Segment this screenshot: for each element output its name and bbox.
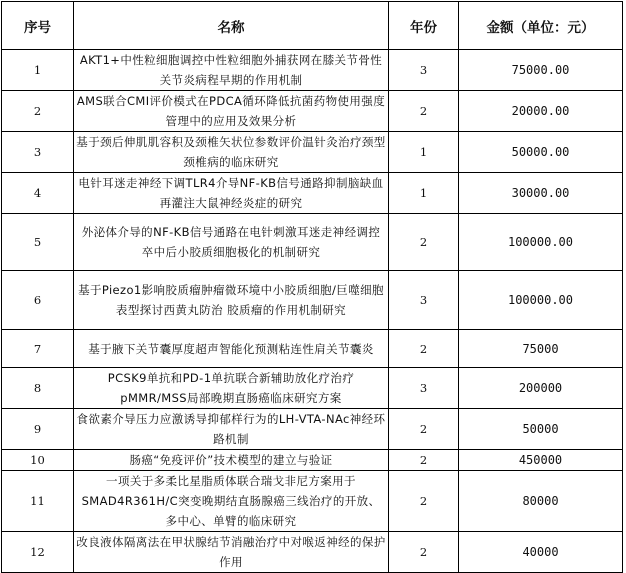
table-row xyxy=(2,471,623,532)
cell-amount: 450000 xyxy=(459,450,623,471)
cell-year: 2 xyxy=(389,91,459,132)
table-row xyxy=(2,532,623,573)
header-name: 名称 xyxy=(74,2,389,50)
cell-year: 3 xyxy=(389,271,459,330)
cell-amount: 50000 xyxy=(459,409,623,450)
cell-no: 10 xyxy=(2,450,74,471)
cell-year: 2 xyxy=(389,450,459,471)
cell-name: PCSK9单抗和PD-1单抗联合新辅助放化疗治疗pMMR/MSS局部晚期直肠癌临床研究方案 xyxy=(74,368,389,409)
cell-amount: 40000 xyxy=(459,532,623,573)
cell-name: 电针耳迷走神经下调TLR4介导NF-KB信号通路抑制脑缺血再灌注大鼠神经炎症的研究 xyxy=(74,173,389,214)
table-row xyxy=(2,368,623,409)
cell-amount: 50000.00 xyxy=(459,132,623,173)
cell-amount: 30000.00 xyxy=(459,173,623,214)
cell-year: 2 xyxy=(389,214,459,271)
cell-no: 12 xyxy=(2,532,74,573)
cell-no: 5 xyxy=(2,214,74,271)
header-row xyxy=(2,2,623,50)
cell-name: 一项关于多柔比星脂质体联合瑞戈非尼方案用于SMAD4R361H/C突变晚期结直肠腺癌三线治疗的开放、多中心、单臂的临床研究 xyxy=(74,471,389,532)
table-row xyxy=(2,91,623,132)
cell-name: AKT1+中性粒细胞调控中性粒细胞外捕获网在膝关节骨性关节炎病程早期的作用机制 xyxy=(74,50,389,91)
cell-no: 2 xyxy=(2,91,74,132)
cell-amount: 80000 xyxy=(459,471,623,532)
cell-amount: 75000.00 xyxy=(459,50,623,91)
cell-year: 3 xyxy=(389,368,459,409)
cell-year: 2 xyxy=(389,471,459,532)
cell-year: 2 xyxy=(389,330,459,368)
cell-name: 基于颈后伸肌肌容积及颈椎矢状位参数评价温针灸治疗颈型颈椎病的临床研究 xyxy=(74,132,389,173)
cell-amount: 100000.00 xyxy=(459,271,623,330)
cell-year: 1 xyxy=(389,132,459,173)
cell-year: 2 xyxy=(389,409,459,450)
header-amount: 金额（单位：元） xyxy=(459,2,623,50)
cell-year: 1 xyxy=(389,173,459,214)
cell-year: 2 xyxy=(389,532,459,573)
header-no: 序号 xyxy=(2,2,74,50)
cell-amount: 100000.00 xyxy=(459,214,623,271)
cell-amount: 20000.00 xyxy=(459,91,623,132)
table-row xyxy=(2,450,623,471)
cell-no: 8 xyxy=(2,368,74,409)
cell-amount: 75000 xyxy=(459,330,623,368)
cell-no: 9 xyxy=(2,409,74,450)
cell-no: 3 xyxy=(2,132,74,173)
table-row xyxy=(2,50,623,91)
cell-no: 11 xyxy=(2,471,74,532)
cell-name: AMS联合CMI评价模式在PDCA循环降低抗菌药物使用强度管理中的应用及效果分析 xyxy=(74,91,389,132)
cell-name: 基于Piezo1影响胶质瘤肿瘤微环境中小胶质细胞/巨噬细胞表型探讨西黄丸防治 胶质瘤的作用机制研究 xyxy=(74,271,389,330)
cell-name: 食欲素介导压力应激诱导抑郁样行为的LH-VTA-NAc神经环路机制 xyxy=(74,409,389,450)
cell-no: 4 xyxy=(2,173,74,214)
table-row xyxy=(2,330,623,368)
cell-name: 肠癌“免疫评价”技术模型的建立与验证 xyxy=(74,450,389,471)
table-row xyxy=(2,409,623,450)
cell-no: 1 xyxy=(2,50,74,91)
cell-name: 外泌体介导的NF-KB信号通路在电针刺激耳迷走神经调控卒中后小胶质细胞极化的机制研究 xyxy=(74,214,389,271)
header-year: 年份 xyxy=(389,2,459,50)
table-row xyxy=(2,271,623,330)
cell-no: 6 xyxy=(2,271,74,330)
funding-table xyxy=(1,1,623,573)
cell-no: 7 xyxy=(2,330,74,368)
table-row xyxy=(2,214,623,271)
cell-name: 基于腋下关节囊厚度超声智能化预测粘连性肩关节囊炎 xyxy=(74,330,389,368)
cell-year: 3 xyxy=(389,50,459,91)
cell-amount: 200000 xyxy=(459,368,623,409)
table-row xyxy=(2,132,623,173)
table-row xyxy=(2,173,623,214)
cell-name: 改良液体隔离法在甲状腺结节消融治疗中对喉返神经的保护作用 xyxy=(74,532,389,573)
